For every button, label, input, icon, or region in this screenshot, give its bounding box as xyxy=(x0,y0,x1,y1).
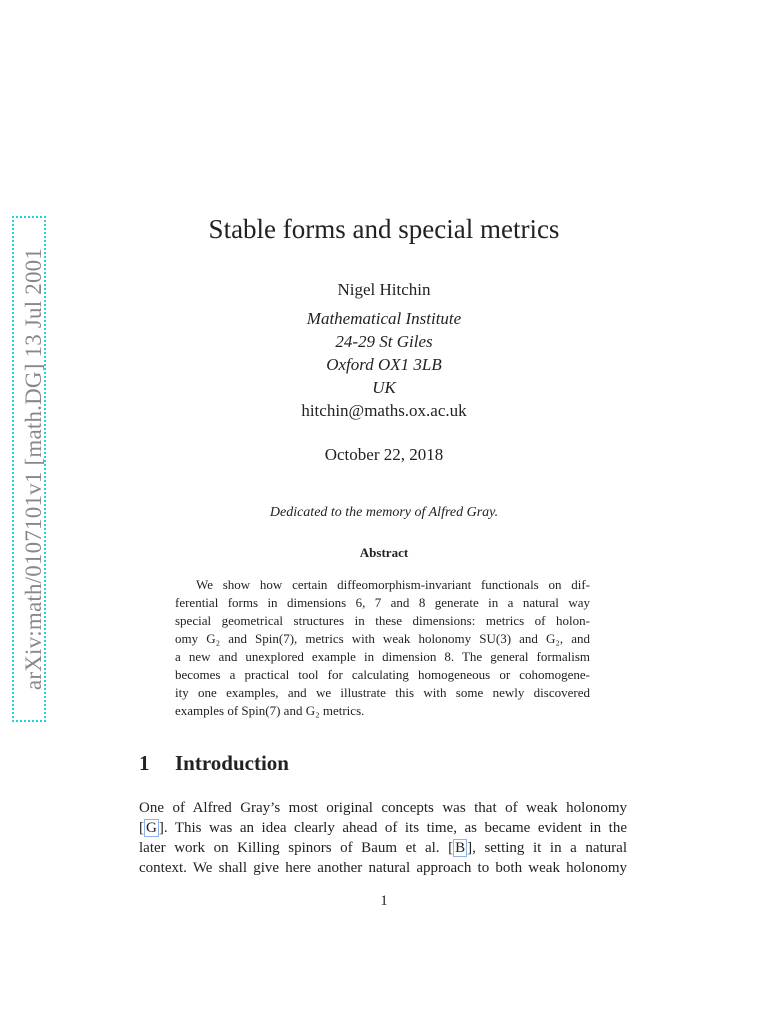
dedication: Dedicated to the memory of Alfred Gray. xyxy=(269,505,499,520)
abstract-body xyxy=(175,576,590,720)
abstract-line: examples of Spin(7) and G₂ metrics. xyxy=(175,703,365,718)
affiliation-line-2: 24-29 St Giles xyxy=(335,332,433,351)
section-number: 1 xyxy=(139,751,150,775)
intro-line: One of Alfred Gray’s most original concepts was that of weak holonomy xyxy=(139,800,627,816)
intro-line: later work on Killing spinors of Baum et al. [ B ], setting it in a natural xyxy=(139,840,627,856)
section-title: Introduction xyxy=(175,751,289,775)
affiliation-line-1: Mathematical Institute xyxy=(306,309,462,328)
citation-link[interactable]: B xyxy=(455,840,466,856)
abstract-line: a new and unexplored example in dimension 8. The general formalism xyxy=(175,649,590,664)
abstract-line: ferential forms in dimensions 6, 7 and 8 generate in a natural way xyxy=(175,595,590,610)
affiliation-line-4: UK xyxy=(372,378,396,397)
intro-line: [ G ]. This was an idea clearly ahead of its time, as became evident in the xyxy=(139,820,627,836)
abstract-heading: Abstract xyxy=(359,545,409,560)
intro-line: context. We shall give here another natural approach to both weak holonomy xyxy=(139,860,627,876)
author-name: Nigel Hitchin xyxy=(337,280,431,299)
citation-link[interactable]: G xyxy=(146,820,157,836)
paper-title: Stable forms and special metrics xyxy=(208,214,560,244)
abstract-line: omy G₂ and Spin(7), metrics with weak holonomy SU(3) and G₂, and xyxy=(175,631,590,646)
page-number: 1 xyxy=(380,893,388,909)
arxiv-stamp: arXiv:math/0107101v1 [math.DG] 13 Jul 2001 xyxy=(21,247,46,691)
affiliation xyxy=(0,307,768,422)
abstract-line: becomes a practical tool for calculating homogeneous or cohomogene- xyxy=(175,667,590,682)
intro-paragraph xyxy=(139,798,627,878)
abstract-line: We show how certain diffeomorphism-invariant functionals on dif- xyxy=(196,577,590,592)
author-email: hitchin@maths.ox.ac.uk xyxy=(301,401,467,420)
abstract-line: ity one examples, and we illustrate this with some newly discovered xyxy=(175,685,590,700)
paper-date: October 22, 2018 xyxy=(324,445,444,464)
affiliation-line-3: Oxford OX1 3LB xyxy=(326,355,442,374)
section-heading xyxy=(139,751,289,776)
abstract-line: special geometrical structures in these dimensions: metrics of holon- xyxy=(175,613,590,628)
